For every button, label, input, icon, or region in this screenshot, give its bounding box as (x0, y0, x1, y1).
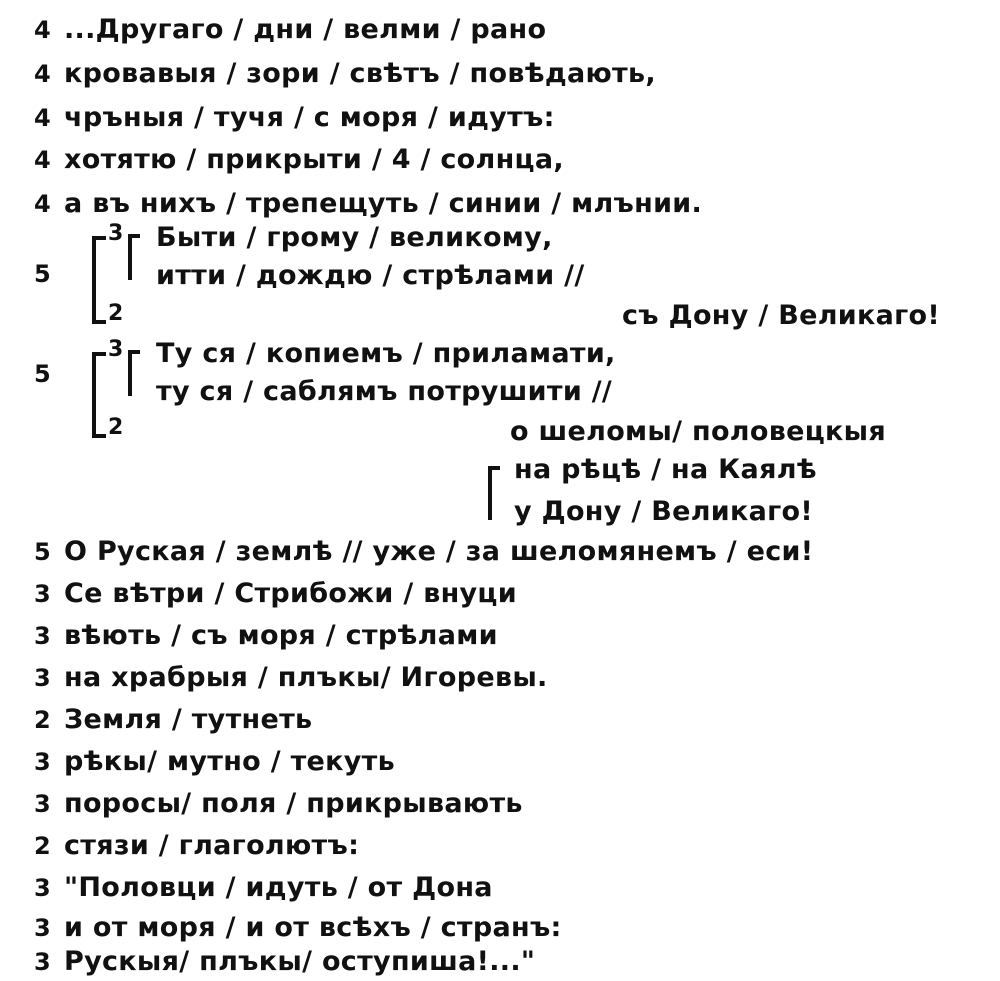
syllable-count: 3 (34, 622, 51, 650)
syllable-count: 4 (34, 16, 51, 44)
verse-text: и от моря / и от всѣхъ / странъ: (64, 912, 562, 943)
bracket-subscript: 2 (108, 301, 124, 326)
verse-text: кровавыя / зори / свѣтъ / повѣдають, (64, 58, 656, 89)
syllable-count: 3 (34, 948, 51, 976)
verse-text: съ Дону / Великаго! (622, 300, 941, 331)
verse-text: ту ся / саблямъ потрушити // (156, 376, 613, 407)
verse-text: чръныя / тучя / с моря / идутъ: (64, 102, 555, 133)
verse-text: поросы/ поля / прикрывають (64, 788, 523, 819)
syllable-count: 5 (34, 360, 51, 388)
verse-text: о шеломы/ половецкыя (510, 416, 887, 447)
syllable-count: 3 (34, 664, 51, 692)
group-bracket (92, 236, 106, 324)
verse-text: итти / дождю / стрѣлами // (156, 260, 585, 291)
bracket-superscript: 3 (108, 221, 124, 246)
verse-text: "Половци / идуть / от Дона (64, 872, 493, 903)
syllable-count: 3 (34, 790, 51, 818)
syllable-count: 4 (34, 104, 51, 132)
syllable-count: 4 (34, 190, 51, 218)
verse-text: хотятю / прикрыти / 4 / солнца, (64, 144, 564, 175)
verse-text: Рускыя/ плъкы/ оступиша!..." (64, 946, 536, 977)
syllable-count: 2 (34, 832, 51, 860)
verse-text: О Руская / землѣ // уже / за шеломянемъ / еси! (64, 536, 814, 567)
verse-text: у Дону / Великаго! (514, 496, 814, 527)
inner-bracket (128, 350, 140, 396)
syllable-count: 5 (34, 260, 51, 288)
verse-text: а въ нихъ / трепещуть / синии / млънии. (64, 188, 703, 219)
verse-text: Быти / грому / великому, (156, 222, 553, 253)
verse-text: на рѣцѣ / на Каялѣ (514, 454, 817, 485)
syllable-count: 4 (34, 146, 51, 174)
small-bracket (488, 466, 500, 520)
verse-text: стязи / глаголютъ: (64, 830, 360, 861)
verse-text: ...Другаго / дни / велми / рано (64, 14, 547, 45)
verse-text: вѣють / съ моря / стрѣлами (64, 620, 498, 651)
bracket-superscript: 3 (108, 337, 124, 362)
verse-text: рѣкы/ мутно / текуть (64, 746, 395, 777)
verse-text: на храбрыя / плъкы/ Игоревы. (64, 662, 548, 693)
syllable-count: 3 (34, 748, 51, 776)
syllable-count: 5 (34, 538, 51, 566)
bracket-subscript: 2 (108, 415, 124, 440)
verse-text: Се вѣтри / Стрибожи / внуци (64, 578, 517, 609)
syllable-count: 3 (34, 914, 51, 942)
verse-text: Земля / тутнеть (64, 704, 313, 735)
syllable-count: 2 (34, 706, 51, 734)
verse-text: Ту ся / копиемъ / приламати, (156, 338, 616, 369)
syllable-count: 3 (34, 874, 51, 902)
inner-bracket (128, 234, 140, 280)
syllable-count: 3 (34, 580, 51, 608)
group-bracket (92, 352, 106, 438)
syllable-count: 4 (34, 60, 51, 88)
